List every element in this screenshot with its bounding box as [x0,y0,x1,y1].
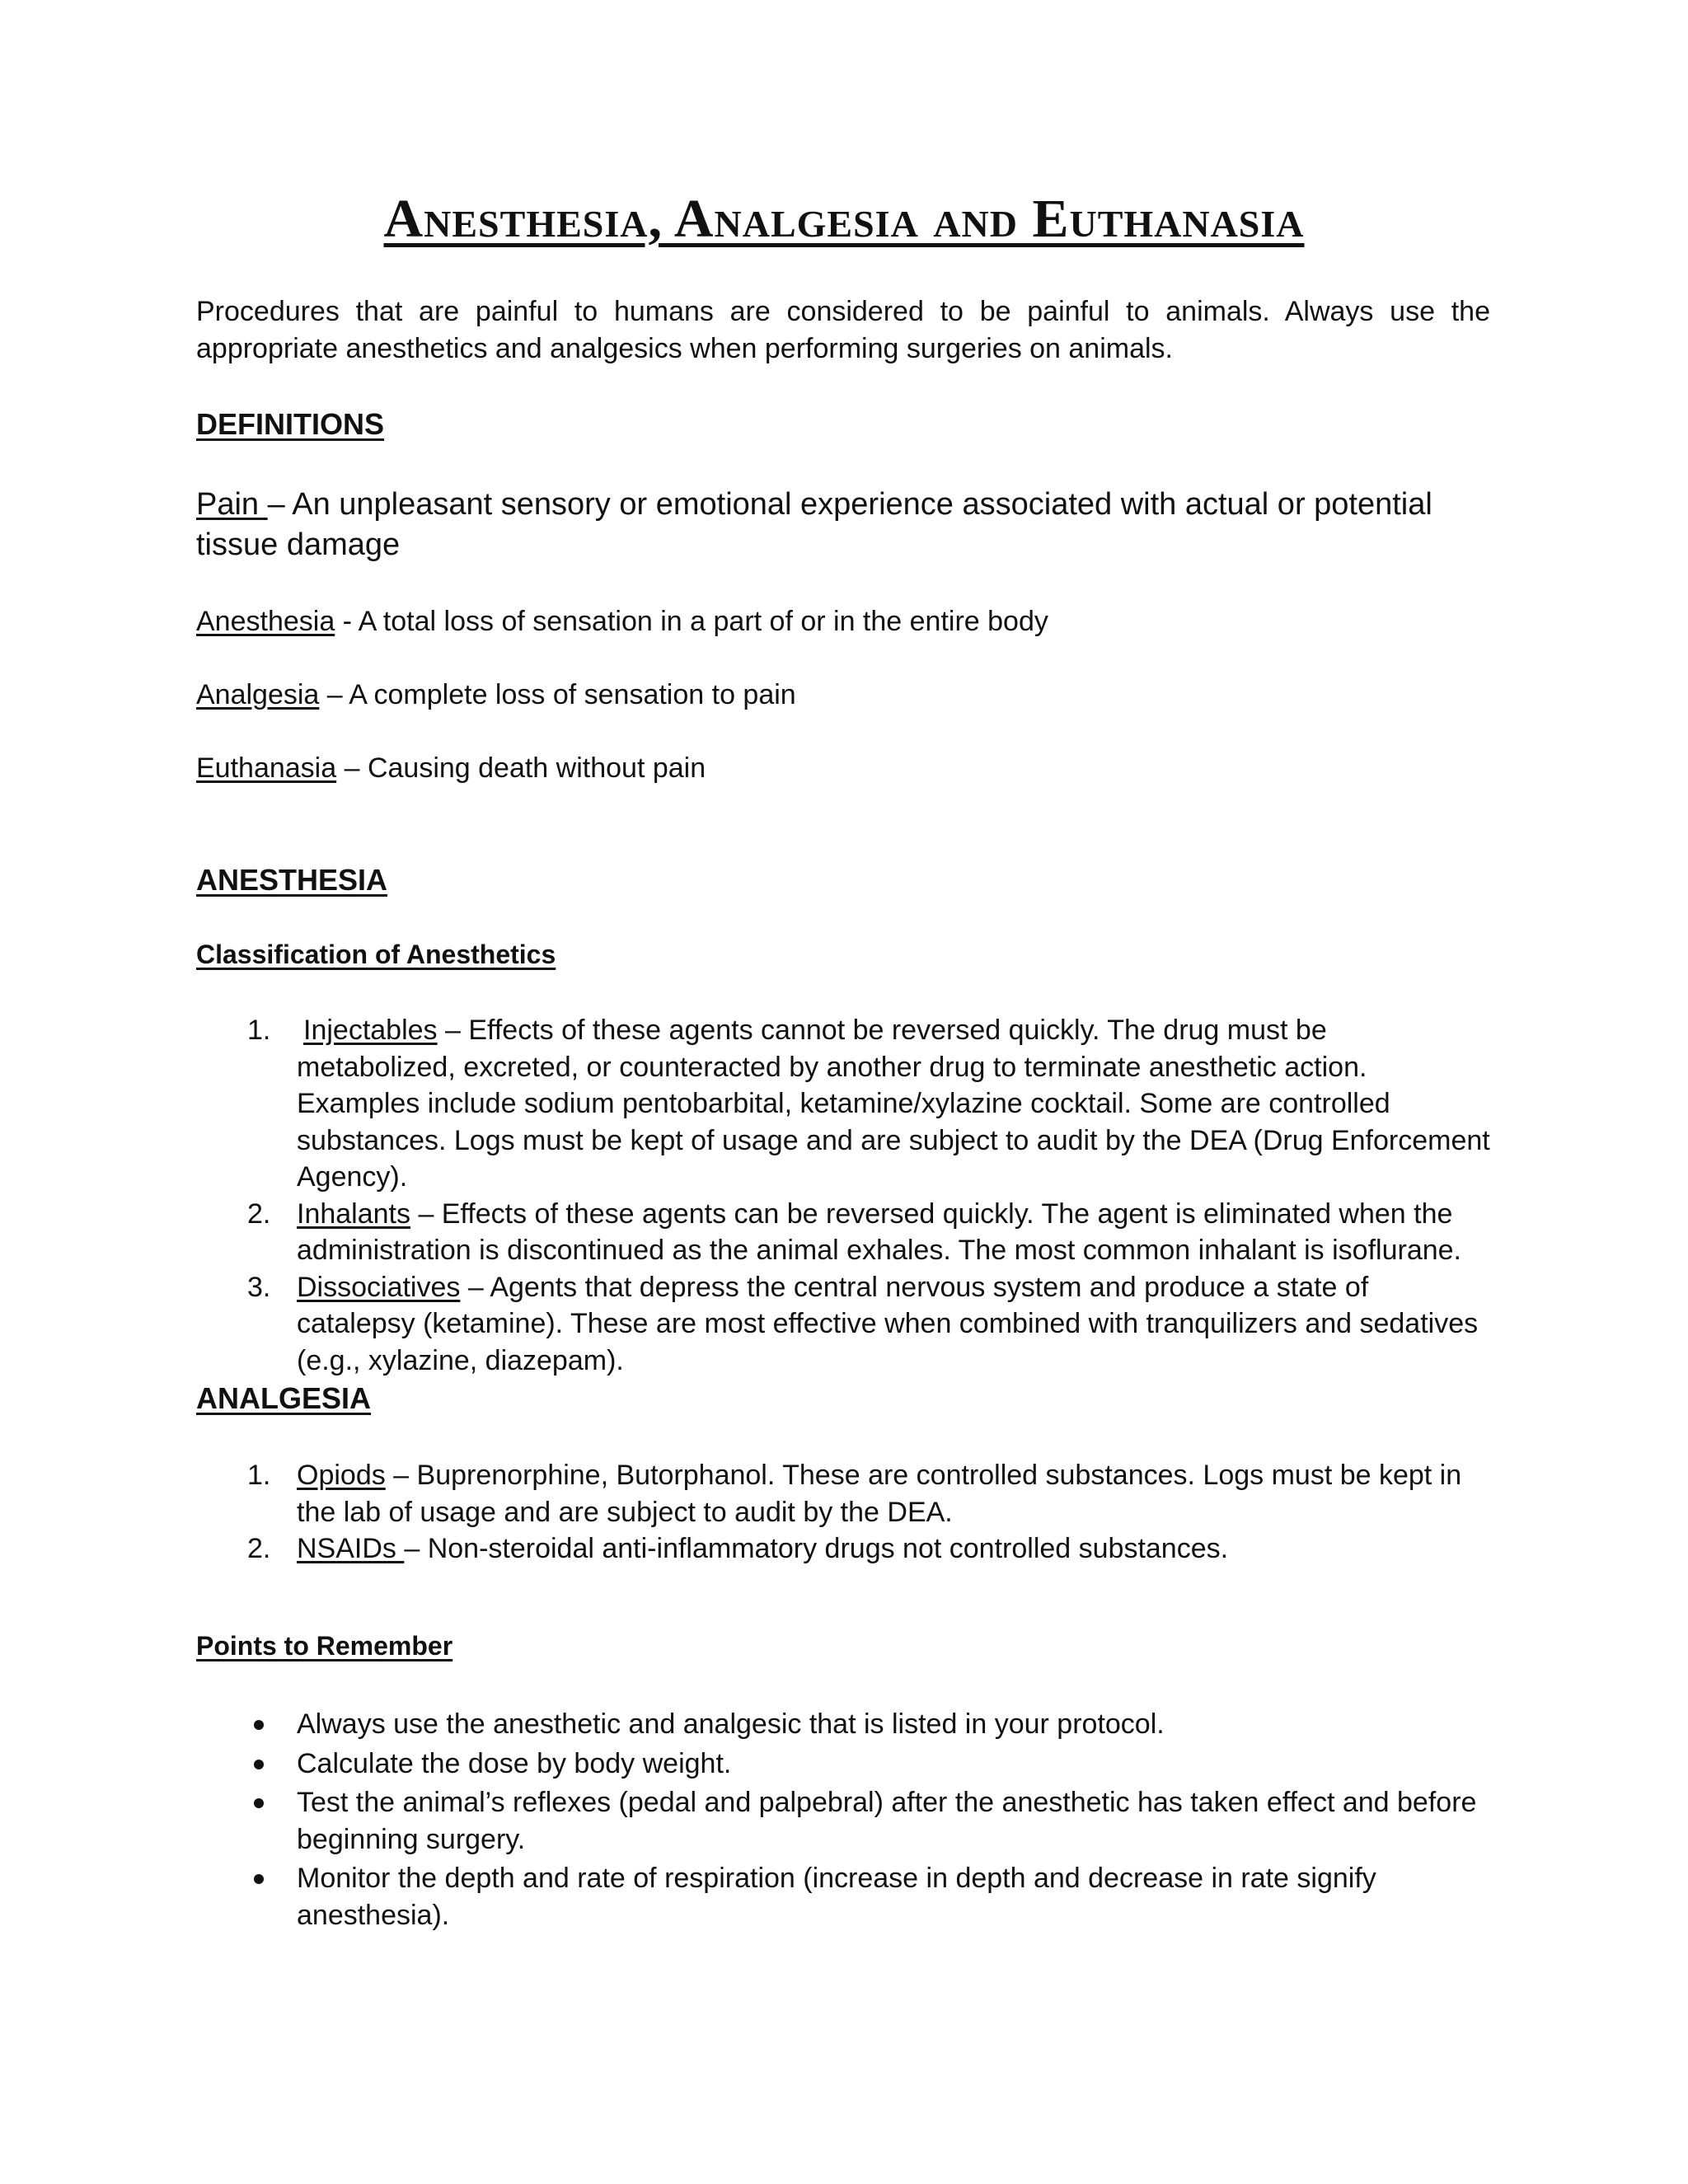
list-item [196,1012,1490,1196]
bullet-icon [254,1798,264,1808]
item-text: Calculate the dose by body weight. [297,1747,732,1779]
bullet-icon [254,1760,264,1769]
definition-term: Pain [196,487,268,522]
list-item [196,1530,1490,1568]
list-number: 3. [247,1271,271,1303]
points-list [196,1706,1490,1933]
document-title: Anesthesia, Analgesia and Euthanasia [383,189,1305,249]
definition-anesthesia [196,603,1490,640]
item-text: – Agents that depress the central nervous system and produce a state of catalepsy (ketamine). These are most effective when combined with tranquilizers and sedatives (e.g., xylazine, diazepam). [297,1271,1479,1376]
item-text: – Non-steroidal anti-inflammatory drugs not controlled substances. [404,1533,1229,1564]
intro-paragraph: Procedures that are painful to humans are considered to be painful to animals. Always use the appropriate anesthetics and analgesics when performing surgeries on animals. [196,296,1490,364]
bullet-icon [254,1720,264,1730]
list-item [196,1746,1490,1783]
analgesics-list [196,1457,1490,1568]
definition-text: – Causing death without pain [336,752,706,784]
item-term: Inhalants [297,1197,410,1230]
definition-text: - A total loss of sensation in a part of or in the entire body [335,606,1048,637]
item-term: NSAIDs [297,1533,405,1564]
definition-euthanasia [196,750,1490,786]
list-item [196,1860,1490,1933]
list-number: 1. [247,1460,271,1491]
list-item [196,1269,1490,1380]
anesthesia-heading: ANESTHESIA [196,863,388,897]
definition-term: Analgesia [196,679,320,710]
definition-text: – A complete loss of sensation to pain [319,679,796,710]
list-item [196,1784,1490,1858]
list-item [196,1706,1490,1743]
points-heading: Points to Remember [196,1631,453,1661]
item-text: – Effects of these agents can be reversed quickly. The agent is eliminated when the administration is discontinued as the animal exhales. The most common inhalant is isoflurane. [297,1197,1461,1266]
item-text: Always use the anesthetic and analgesic that is listed in your protocol. [297,1708,1165,1740]
item-text: Test the animal’s reflexes (pedal and palpebral) after the anesthetic has taken effect and before beginning surgery. [297,1787,1477,1855]
item-term: Opiods [297,1460,386,1491]
list-number: 1. [247,1015,271,1046]
definition-analgesia [196,677,1490,713]
analgesia-heading: ANALGESIA [196,1381,372,1415]
list-item [196,1457,1490,1530]
list-item [196,1196,1490,1269]
list-number: 2. [247,1533,271,1564]
classification-subheading: Classification of Anesthetics [196,940,556,969]
item-text: Monitor the depth and rate of respiration (increase in depth and decrease in rate signify anesthesia). [297,1863,1376,1931]
item-text: – Effects of these agents cannot be reversed quickly. The drug must be metabolized, excreted, or counteracted by another drug to terminate anesthetic action. Examples include sodium pentobarbital, ketamine/xylazine cocktail. Some are controlled substances. Logs must be kept of usage and are subject to audit by the DEA (Drug Enforcement Agency). [297,1015,1490,1193]
item-term: Dissociatives [297,1271,461,1303]
bullet-icon [254,1874,264,1884]
anesthetics-list [196,1012,1490,1379]
definition-text: – An unpleasant sensory or emotional experience associated with actual or potential tissue damage [196,487,1432,562]
definition-term: Anesthesia [196,606,335,637]
definition-pain [196,485,1490,565]
definitions-heading: DEFINITIONS [196,407,385,441]
item-text: – Buprenorphine, Butorphanol. These are controlled substances. Logs must be kept in the lab of usage and are subject to audit by the DEA. [297,1460,1462,1528]
definition-term: Euthanasia [196,752,337,784]
list-number: 2. [247,1197,271,1230]
item-term: Injectables [303,1015,438,1046]
